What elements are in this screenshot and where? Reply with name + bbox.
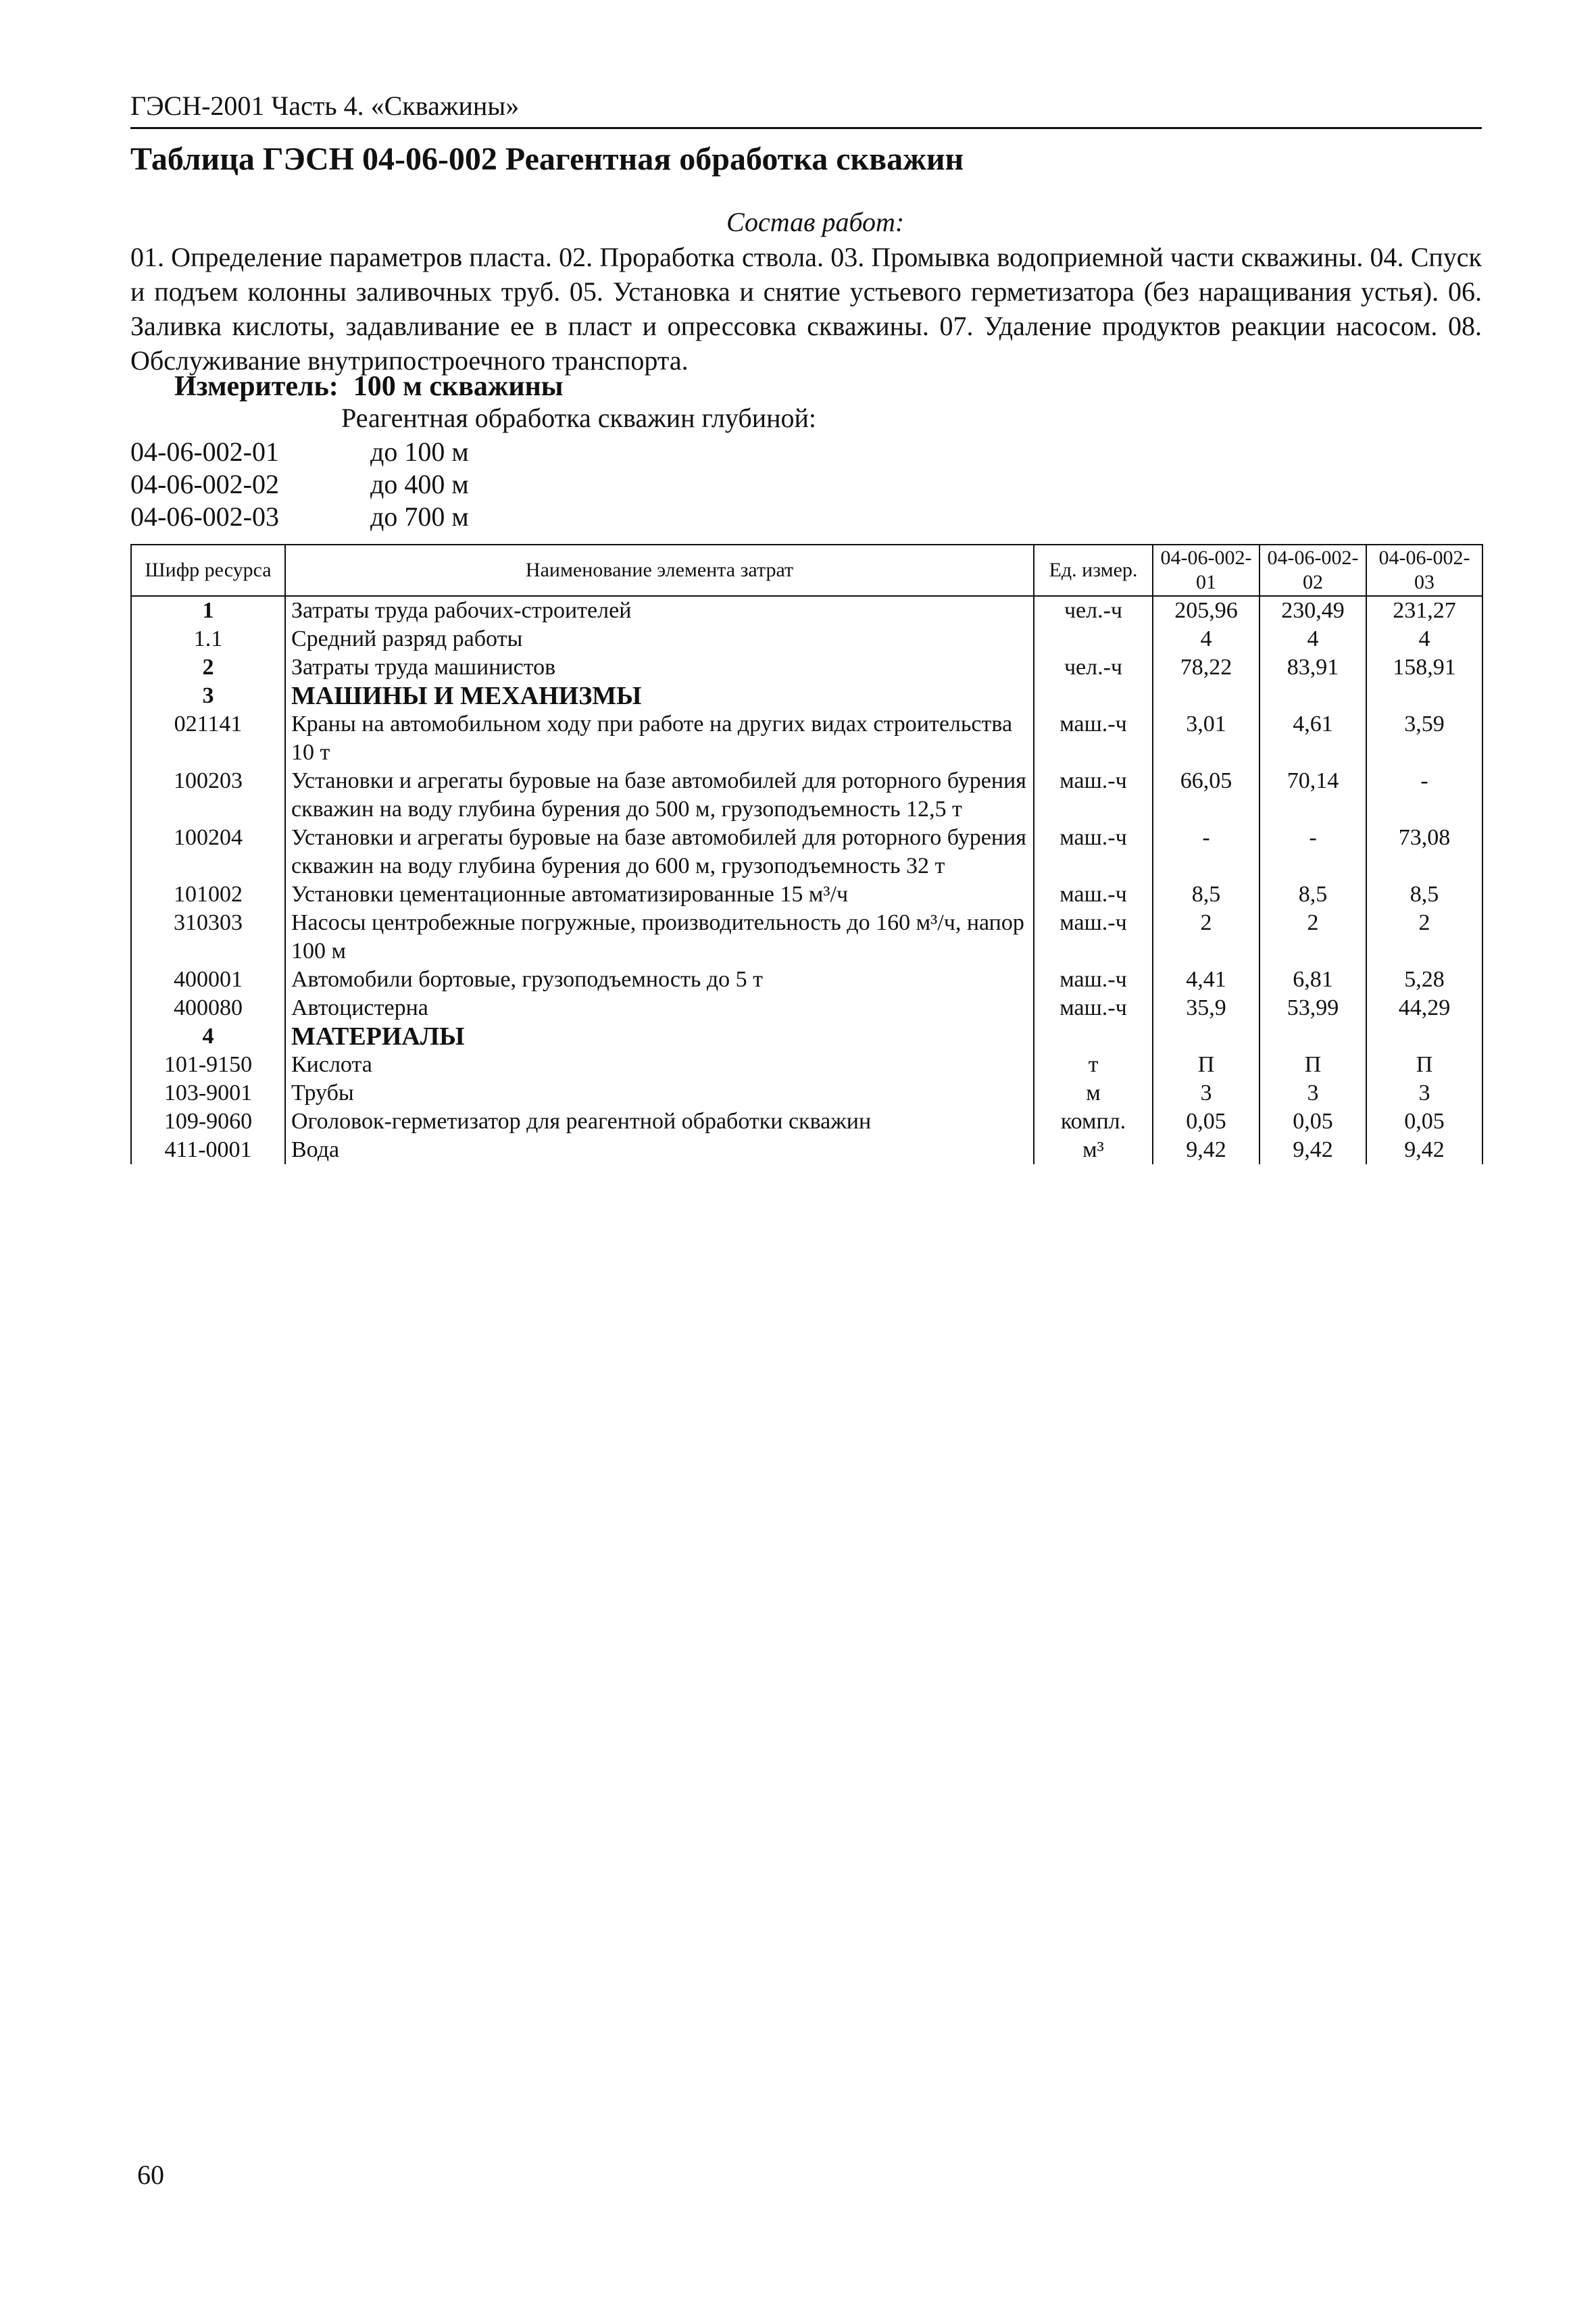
cell-v2: 70,14 — [1260, 767, 1366, 824]
cell-v3: 3 — [1366, 1079, 1482, 1107]
cell-name: Автоцистерна — [285, 994, 1034, 1022]
cell-v1: П — [1153, 1051, 1260, 1079]
cell-unit: маш.-ч — [1034, 767, 1153, 824]
cell-v1: 3,01 — [1153, 710, 1260, 767]
cell-v1: 4 — [1153, 625, 1260, 653]
code-list-item — [130, 501, 469, 532]
cell-v2: 230,49 — [1260, 596, 1366, 625]
cell-v3: 2 — [1366, 909, 1482, 966]
cell-name: МАШИНЫ И МЕХАНИЗМЫ — [285, 682, 1034, 710]
meter-line — [174, 370, 564, 403]
header-col1: 04-06-002-01 — [1153, 545, 1260, 596]
cell-unit: м³ — [1034, 1136, 1153, 1164]
works-text: 01. Определение параметров пласта. 02. Проработка ствола. 03. Промывка водоприемной части скважины. 04. Спуск и подъем колонны заливочных труб. 05. Установка и снятие устьевого герметизатора (без наращивания устья). 06. Заливка кислоты, задавливание ее в пласт и опрессовка скважины. 07. Удаление продуктов реакции насосом. 08. Обслуживание внутрипостроечного транспорта. — [130, 242, 1482, 376]
header-col2: 04-06-002-02 — [1260, 545, 1366, 596]
cell-code: 1 — [131, 596, 285, 625]
cell-v3: 8,5 — [1366, 880, 1482, 909]
works-heading: Состав работ: — [726, 207, 905, 237]
cell-v3: 9,42 — [1366, 1136, 1482, 1164]
cell-v1: 205,96 — [1153, 596, 1260, 625]
cell-name: Установки и агрегаты буровые на базе автомобилей для роторного бурения скважин на воду глубина бурения до 500 м, грузоподъемность 12,5 т — [285, 767, 1034, 824]
cell-unit: маш.-ч — [1034, 994, 1153, 1022]
cell-v2 — [1260, 682, 1366, 710]
table-row — [131, 596, 1482, 625]
header-rule — [130, 127, 1482, 129]
cell-code: 2 — [131, 653, 285, 682]
cell-v3: 73,08 — [1366, 824, 1482, 880]
cell-v3: 5,28 — [1366, 966, 1482, 994]
cell-v1: 0,05 — [1153, 1107, 1260, 1136]
cell-code: 101-9150 — [131, 1051, 285, 1079]
table-row — [131, 1022, 1482, 1051]
cell-code: 103-9001 — [131, 1079, 285, 1107]
code-list-item — [130, 436, 469, 468]
cell-v3 — [1366, 682, 1482, 710]
table-row — [131, 1136, 1482, 1164]
cell-unit: маш.-ч — [1034, 909, 1153, 966]
cell-v2: П — [1260, 1051, 1366, 1079]
cell-unit — [1034, 1022, 1153, 1051]
cell-code: 021141 — [131, 710, 285, 767]
cell-unit: маш.-ч — [1034, 880, 1153, 909]
table-row — [131, 966, 1482, 994]
table-row — [131, 767, 1482, 824]
cell-v2: 4 — [1260, 625, 1366, 653]
cell-unit: маш.-ч — [1034, 710, 1153, 767]
cell-unit: т — [1034, 1051, 1153, 1079]
cell-code: 1.1 — [131, 625, 285, 653]
cell-v1 — [1153, 1022, 1260, 1051]
table-header-row — [131, 545, 1482, 596]
meter-label: Измеритель: — [174, 371, 339, 402]
cell-v2: - — [1260, 824, 1366, 880]
cell-v2: 4,61 — [1260, 710, 1366, 767]
code-value: 04-06-002-02 — [130, 469, 279, 499]
cell-name: Затраты труда машинистов — [285, 653, 1034, 682]
cell-name: Краны на автомобильном ходу при работе на других видах строительства 10 т — [285, 710, 1034, 767]
cell-name: Автомобили бортовые, грузоподъемность до 5 т — [285, 966, 1034, 994]
cell-v1: - — [1153, 824, 1260, 880]
cell-code: 411-0001 — [131, 1136, 285, 1164]
cell-unit — [1034, 625, 1153, 653]
table-row — [131, 880, 1482, 909]
cell-name: Установки и агрегаты буровые на базе автомобилей для роторного бурения скважин на воду глубина бурения до 600 м, грузоподъемность 32 т — [285, 824, 1034, 880]
cell-v2: 8,5 — [1260, 880, 1366, 909]
cell-v3 — [1366, 1022, 1482, 1051]
cell-v2: 83,91 — [1260, 653, 1366, 682]
cell-unit: компл. — [1034, 1107, 1153, 1136]
cell-v1: 3 — [1153, 1079, 1260, 1107]
cell-code: 100203 — [131, 767, 285, 824]
cell-v1: 78,22 — [1153, 653, 1260, 682]
cell-name: Трубы — [285, 1079, 1034, 1107]
cell-name: Средний разряд работы — [285, 625, 1034, 653]
cell-v3: 158,91 — [1366, 653, 1482, 682]
page-number: 60 — [137, 2160, 164, 2190]
cell-v2: 3 — [1260, 1079, 1366, 1107]
meter-value: 100 м скважины — [353, 371, 564, 402]
cell-v3: 44,29 — [1366, 994, 1482, 1022]
table-row — [131, 1051, 1482, 1079]
cell-v2: 2 — [1260, 909, 1366, 966]
table-row — [131, 1107, 1482, 1136]
cell-v1: 35,9 — [1153, 994, 1260, 1022]
cell-v1: 66,05 — [1153, 767, 1260, 824]
depth-heading: Реагентная обработка скважин глубиной: — [341, 403, 817, 433]
cell-v3: П — [1366, 1051, 1482, 1079]
header-name: Наименование элемента затрат — [285, 545, 1034, 596]
cell-v2: 9,42 — [1260, 1136, 1366, 1164]
cell-name: Оголовок-герметизатор для реагентной обработки скважин — [285, 1107, 1034, 1136]
header-col3: 04-06-002-03 — [1366, 545, 1482, 596]
cell-name: Насосы центробежные погружные, производительность до 160 м³/ч, напор 100 м — [285, 909, 1034, 966]
table-row — [131, 682, 1482, 710]
cell-code: 4 — [131, 1022, 285, 1051]
cell-code: 100204 — [131, 824, 285, 880]
table-row — [131, 994, 1482, 1022]
cell-code: 109-9060 — [131, 1107, 285, 1136]
code-list-item — [130, 468, 469, 500]
code-desc: до 700 м — [370, 501, 469, 532]
cell-name: Установки цементационные автоматизированные 15 м³/ч — [285, 880, 1034, 909]
cell-name: МАТЕРИАЛЫ — [285, 1022, 1034, 1051]
table-row — [131, 1079, 1482, 1107]
cell-unit: чел.-ч — [1034, 653, 1153, 682]
cell-v1: 9,42 — [1153, 1136, 1260, 1164]
cell-v2: 53,99 — [1260, 994, 1366, 1022]
cell-v2 — [1260, 1022, 1366, 1051]
cell-v3: 0,05 — [1366, 1107, 1482, 1136]
cell-unit: чел.-ч — [1034, 596, 1153, 625]
table-row — [131, 710, 1482, 767]
cell-name: Кислота — [285, 1051, 1034, 1079]
cell-v3: 4 — [1366, 625, 1482, 653]
table-row — [131, 909, 1482, 966]
cell-v1: 4,41 — [1153, 966, 1260, 994]
page-title: Таблица ГЭСН 04-06-002 Реагентная обработка скважин — [130, 141, 964, 177]
cell-name: Затраты труда рабочих-строителей — [285, 596, 1034, 625]
cell-unit: маш.-ч — [1034, 966, 1153, 994]
cell-unit: м — [1034, 1079, 1153, 1107]
cell-v3: 3,59 — [1366, 710, 1482, 767]
code-desc: до 100 м — [370, 437, 469, 467]
cell-unit — [1034, 682, 1153, 710]
cell-code: 310303 — [131, 909, 285, 966]
cell-code: 400001 — [131, 966, 285, 994]
header-code: Шифр ресурса — [131, 545, 285, 596]
table-row — [131, 625, 1482, 653]
cell-v1: 8,5 — [1153, 880, 1260, 909]
cell-v1 — [1153, 682, 1260, 710]
code-value: 04-06-002-03 — [130, 501, 279, 532]
cell-code: 400080 — [131, 994, 285, 1022]
resource-table — [130, 544, 1483, 1164]
cell-v3: 231,27 — [1366, 596, 1482, 625]
table-row — [131, 653, 1482, 682]
table-row — [131, 824, 1482, 880]
cell-v1: 2 — [1153, 909, 1260, 966]
cell-unit: маш.-ч — [1034, 824, 1153, 880]
cell-name: Вода — [285, 1136, 1034, 1164]
running-header: ГЭСН-2001 Часть 4. «Скважины» — [130, 91, 520, 121]
cell-code: 3 — [131, 682, 285, 710]
code-desc: до 400 м — [370, 469, 469, 499]
cell-v2: 0,05 — [1260, 1107, 1366, 1136]
code-value: 04-06-002-01 — [130, 437, 279, 467]
cell-v2: 6,81 — [1260, 966, 1366, 994]
cell-v3: - — [1366, 767, 1482, 824]
header-unit: Ед. измер. — [1034, 545, 1153, 596]
cell-code: 101002 — [131, 880, 285, 909]
